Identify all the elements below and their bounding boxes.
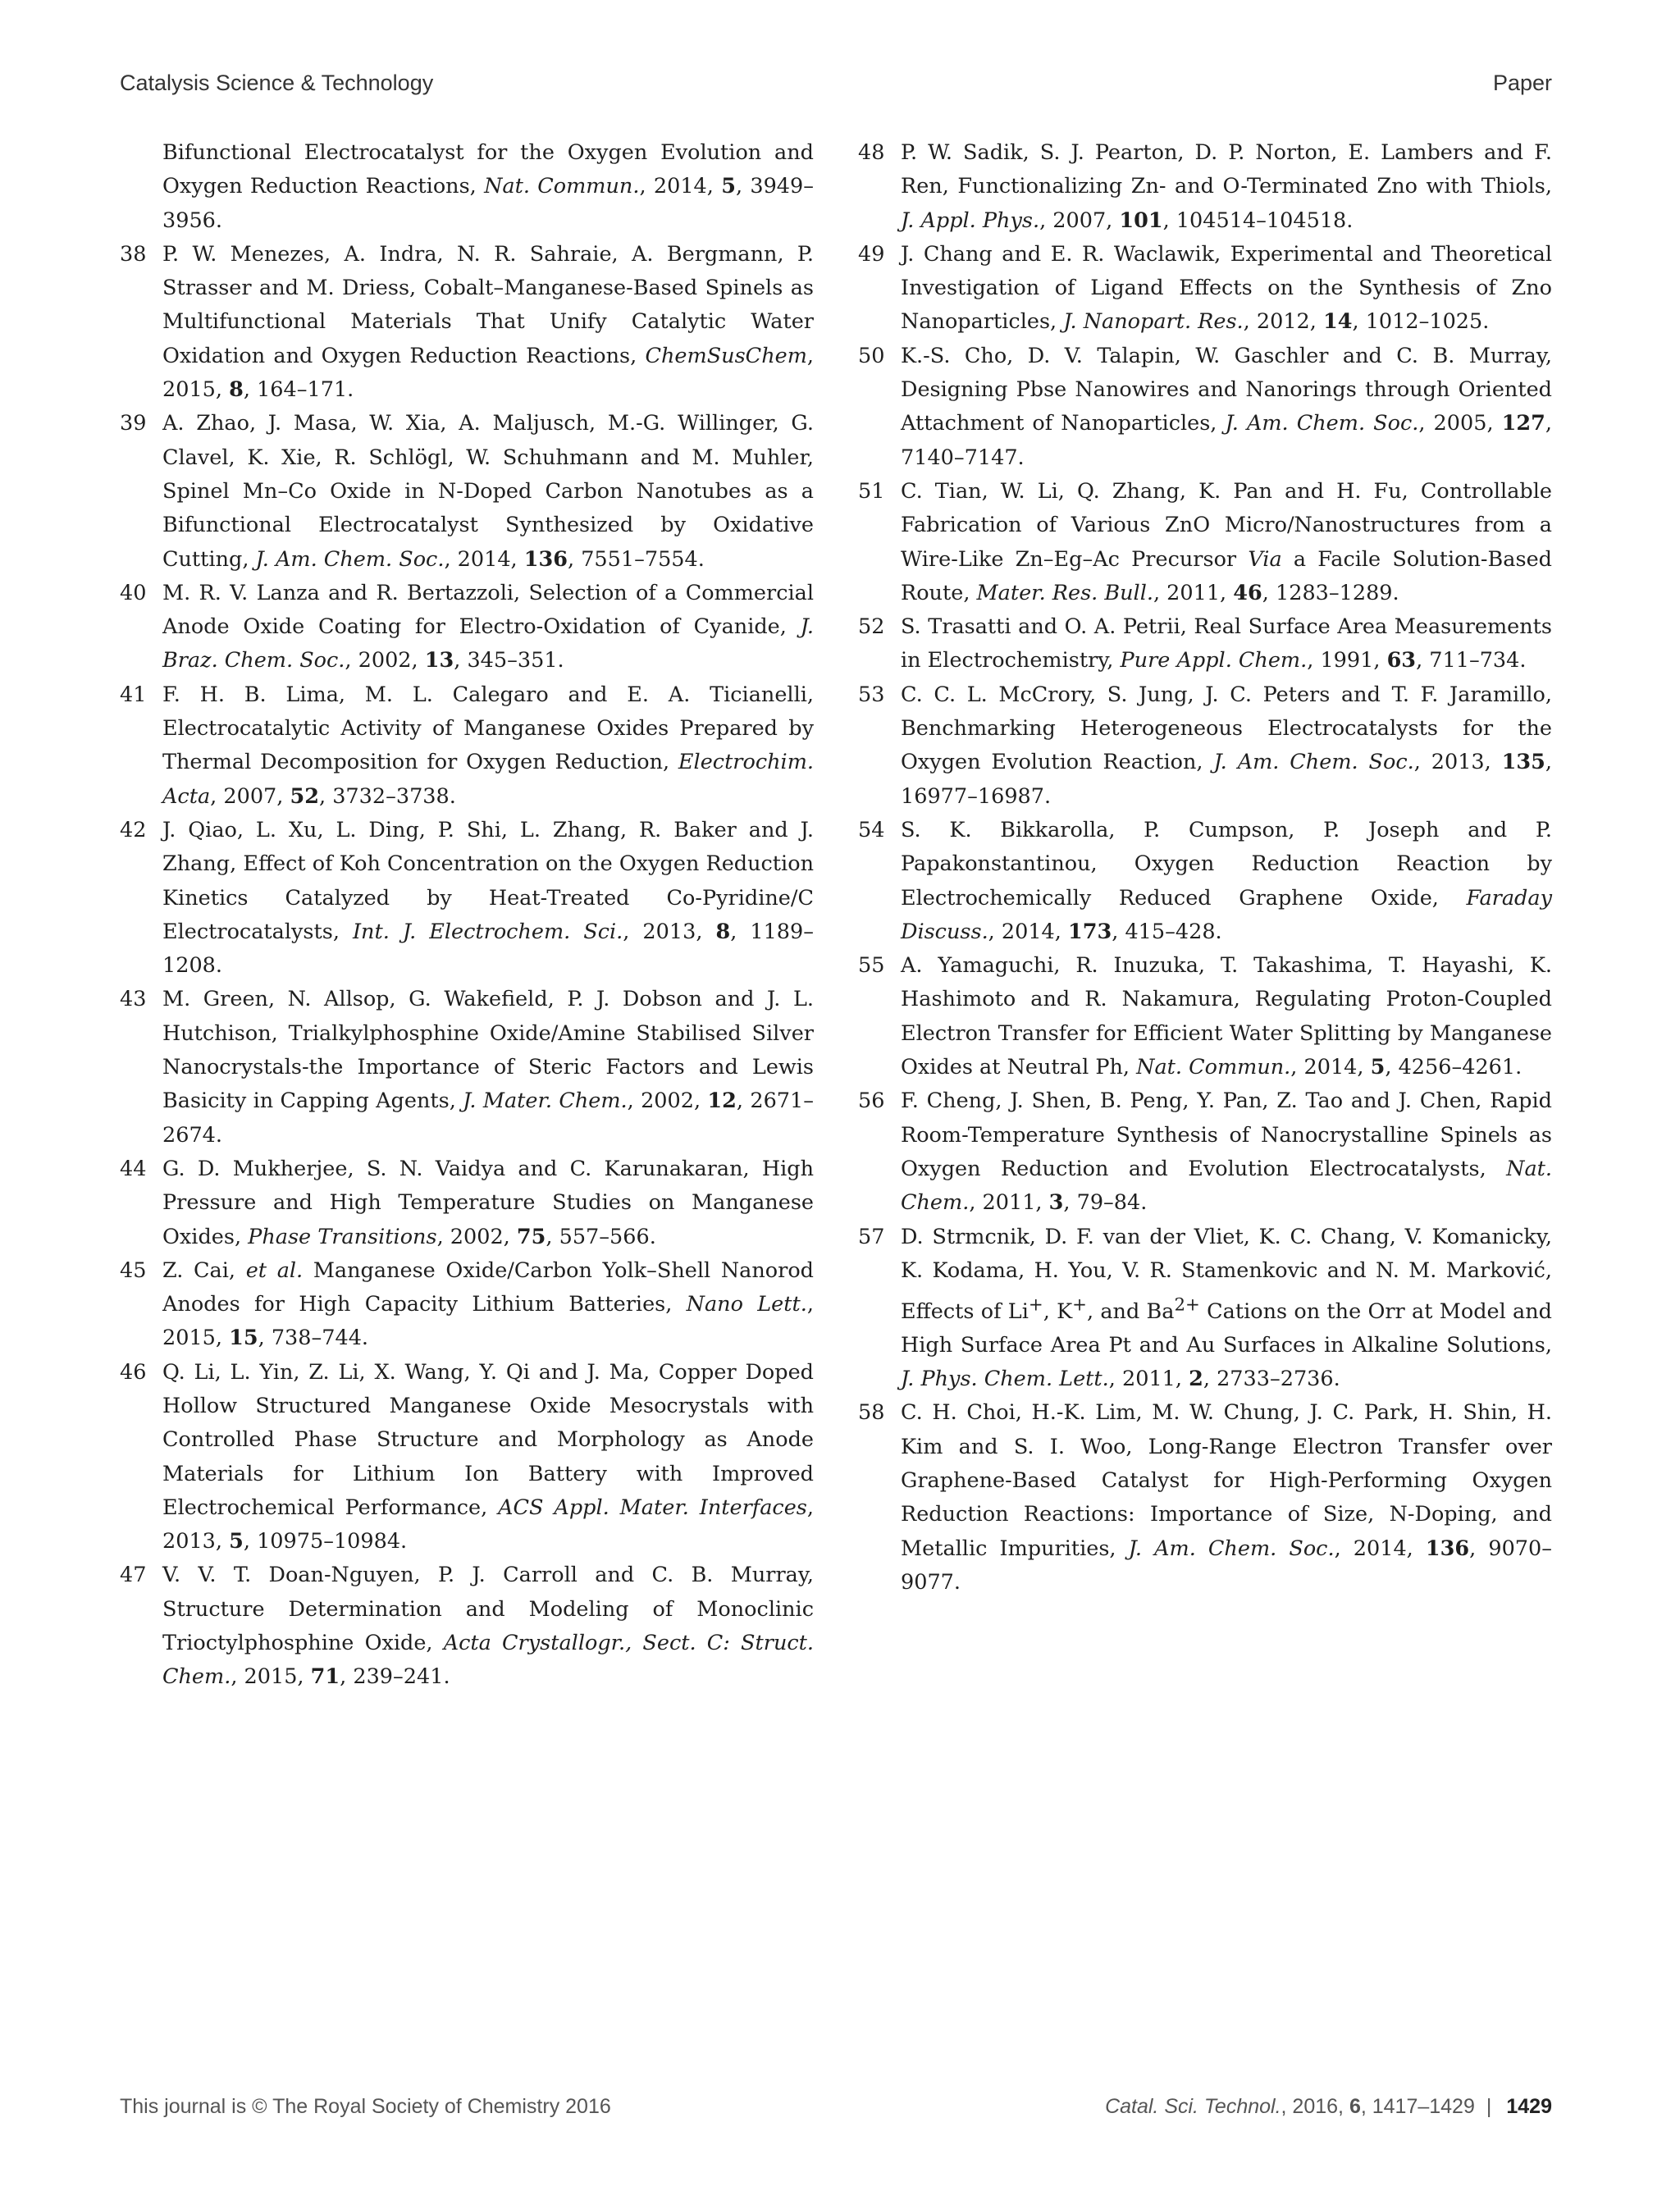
reference-text: C. Tian, W. Li, Q. Zhang, K. Pan and H. Fu, Controllable Fabrication of Various ZnO Micro/Nanostructures from a Wire-Like Zn–Eg–Ac Precursor Via a Facile Solution-Based Route, Mater. Res. Bull., 2011, 46, 1283–1289. [901, 478, 1552, 605]
reference-text: F. H. B. Lima, M. L. Calegaro and E. A. Ticianelli, Electrocatalytic Activity of Manganese Oxides Prepared by Thermal Decomposition for Oxygen Reduction, Electrochim. Acta, 2007, 52, 3732–3738. [162, 682, 814, 809]
journal-name: Catalysis Science & Technology [120, 71, 434, 95]
reference-item [120, 983, 814, 1152]
reference-item [120, 814, 814, 983]
reference-item [120, 136, 814, 238]
reference-number: 45 [120, 1257, 147, 1283]
reference-number: 47 [120, 1563, 147, 1588]
reference-item [858, 136, 1552, 238]
citation-pages: , 1417–1429 [1360, 2095, 1475, 2118]
reference-text: P. W. Sadik, S. J. Pearton, D. P. Norton, E. Lambers and F. Ren, Functionalizing Zn- and O-Terminated Zno with Thiols, J. Appl. Phys., 2007, 101, 104514–104518. [901, 140, 1552, 233]
reference-number: 43 [120, 987, 147, 1012]
reference-item [858, 1396, 1552, 1600]
reference-item [120, 1152, 814, 1254]
reference-text: V. V. T. Doan-Nguyen, P. J. Carroll and C. B. Murray, Structure Determination and Modeling of Monoclinic Trioctylphosphine Oxide, Acta Crystallogr., Sect. C: Struct. Chem., 2015, 71, 239–241. [162, 1563, 815, 1690]
citation-journal: Catal. Sci. Technol. [1105, 2095, 1281, 2118]
reference-text: S. Trasatti and O. A. Petrii, Real Surface Area Measurements in Electrochemistry, Pure Appl. Chem., 1991, 63, 711–734. [901, 614, 1552, 673]
footer-separator: | [1486, 2095, 1492, 2118]
reference-number: 55 [858, 953, 885, 979]
references-column-right [858, 136, 1552, 1600]
citation-line [1105, 2095, 1552, 2119]
reference-item [858, 610, 1552, 678]
reference-text: S. K. Bikkarolla, P. Cumpson, P. Joseph and P. Papakonstantinou, Oxygen Reduction Reaction by Electrochemically Reduced Graphene Oxide, Faraday Discuss., 2014, 173, 415–428. [901, 817, 1552, 944]
section-label: Paper [1492, 71, 1552, 95]
references-column-left [120, 136, 814, 1695]
reference-number: 58 [858, 1400, 885, 1426]
citation-year: , 2016, [1281, 2095, 1349, 2118]
reference-number: 38 [120, 241, 147, 267]
reference-item [120, 1559, 814, 1694]
reference-item [858, 1221, 1552, 1397]
reference-text: M. R. V. Lanza and R. Bertazzoli, Selection of a Commercial Anode Oxide Coating for Electro-Oxidation of Cyanide, J. Braz. Chem. Soc., 2002, 13, 345–351. [162, 580, 814, 673]
reference-text: Q. Li, L. Yin, Z. Li, X. Wang, Y. Qi and J. Ma, Copper Doped Hollow Structured Manganese Oxide Mesocrystals with Controlled Phase Structure and Morphology as Anode Materials for Lithium Ion Battery with Improved Electrochemical Performance, ACS Appl. Mater. Interfaces, 2013, 5, 10975–10984. [162, 1359, 814, 1554]
reference-number: 51 [858, 478, 885, 504]
reference-text: C. H. Choi, H.-K. Lim, M. W. Chung, J. C. Park, H. Shin, H. Kim and S. I. Woo, Long-Range Electron Transfer over Graphene-Based Catalyst for High-Performing Oxygen Reduction Reactions: Importance of Size, N-Doping, and Metallic Impurities, J. Am. Chem. Soc., 2014, 136, 9070–9077. [901, 1400, 1552, 1595]
reference-text: C. C. L. McCrory, S. Jung, J. C. Peters and T. F. Jaramillo, Benchmarking Heterogeneous Electrocatalysts for the Oxygen Evolution Reaction, J. Am. Chem. Soc., 2013, 135, 16977–16987. [901, 682, 1552, 809]
reference-number: 50 [858, 343, 885, 368]
reference-item [858, 475, 1552, 610]
reference-item [858, 238, 1552, 340]
reference-item [120, 1356, 814, 1559]
copyright-notice: This journal is © The Royal Society of Chemistry 2016 [120, 2095, 611, 2118]
reference-item [120, 678, 814, 814]
reference-item [858, 1084, 1552, 1220]
reference-number: 44 [120, 1156, 147, 1181]
reference-text: M. Green, N. Allsop, G. Wakefield, P. J. Dobson and J. L. Hutchison, Trialkylphosphine Oxide/Amine Stabilised Silver Nanocrystals-the Importance of Steric Factors and Lewis Basicity in Capping Agents, J. Mater. Chem., 2002, 12, 2671–2674. [162, 987, 815, 1148]
reference-number: 39 [120, 411, 147, 436]
reference-text: D. Strmcnik, D. F. van der Vliet, K. C. Chang, V. Komanicky, K. Kodama, H. You, V. R. Stamenkovic and N. M. Marković, Effects of Li+, K+, and $Ba^{2+}$ Cations on the Orr at Model and High Surface Area Pt and Au Surfaces in Alkaline Solutions, J. Phys. Chem. Lett., 2011, 2, 2733–2736. [901, 1224, 1552, 1392]
reference-number: 42 [120, 817, 147, 842]
reference-text: K.-S. Cho, D. V. Talapin, W. Gaschler and C. B. Murray, Designing Pbse Nanowires and Nanorings through Oriented Attachment of Nanoparticles, J. Am. Chem. Soc., 2005, 127, 7140–7147. [901, 343, 1552, 470]
reference-text: J. Qiao, L. Xu, L. Ding, P. Shi, L. Zhang, R. Baker and J. Zhang, Effect of Koh Concentration on the Oxygen Reduction Kinetics Catalyzed by Heat-Treated Co-Pyridine/C Electrocatalysts, Int. J. Electrochem. Sci., 2013, 8, 1189–1208. [162, 817, 814, 979]
page-footer [120, 2095, 1552, 2128]
reference-item [858, 949, 1552, 1084]
reference-text: Bifunctional Electrocatalyst for the Oxygen Evolution and Oxygen Reduction Reactions, Nat. Commun., 2014, 5, 3949–3956. [162, 140, 814, 233]
reference-number: 57 [858, 1224, 885, 1249]
reference-text: J. Chang and E. R. Waclawik, Experimental and Theoretical Investigation of Ligand Effects on the Synthesis of Zno Nanoparticles, J. Nanopart. Res., 2012, 14, 1012–1025. [901, 241, 1552, 335]
reference-text: A. Yamaguchi, R. Inuzuka, T. Takashima, T. Hayashi, K. Hashimoto and R. Nakamura, Regulating Proton-Coupled Electron Transfer for Efficient Water Splitting by Manganese Oxides at Neutral Ph, Nat. Commun., 2014, 5, 4256–4261. [901, 953, 1552, 1080]
reference-item [120, 1254, 814, 1356]
page-number: 1429 [1506, 2095, 1552, 2118]
reference-number: 40 [120, 580, 147, 605]
reference-number: 54 [858, 817, 885, 842]
citation-volume: 6 [1349, 2095, 1361, 2118]
reference-text: Z. Cai, et al. Manganese Oxide/Carbon Yolk–Shell Nanorod Anodes for High Capacity Lithium Batteries, Nano Lett., 2015, 15, 738–744. [162, 1257, 814, 1351]
reference-number: 52 [858, 614, 885, 640]
reference-text: G. D. Mukherjee, S. N. Vaidya and C. Karunakaran, High Pressure and High Temperature Studies on Manganese Oxides, Phase Transitions, 2002, 75, 557–566. [162, 1156, 814, 1249]
reference-item [120, 407, 814, 576]
reference-number: 49 [858, 241, 885, 267]
reference-text: A. Zhao, J. Masa, W. Xia, A. Maljusch, M.-G. Willinger, G. Clavel, K. Xie, R. Schlögl, W. Schuhmann and M. Muhler, Spinel Mn–Co Oxide in N-Doped Carbon Nanotubes as a Bifunctional Electrocatalyst Synthesized by Oxidative Cutting, J. Am. Chem. Soc., 2014, 136, 7551–7554. [162, 411, 814, 572]
reference-number: 41 [120, 682, 147, 707]
reference-text: P. W. Menezes, A. Indra, N. R. Sahraie, A. Bergmann, P. Strasser and M. Driess, Cobalt–Manganese-Based Spinels as Multifunctional Materials That Unify Catalytic Water Oxidation and Oxygen Reduction Reactions, ChemSusChem, 2015, 8, 164–171. [162, 241, 814, 403]
reference-number: 46 [120, 1359, 147, 1385]
running-header [120, 71, 1552, 103]
reference-item [858, 678, 1552, 814]
reference-number: 48 [858, 140, 885, 165]
reference-number: 53 [858, 682, 885, 707]
reference-text: F. Cheng, J. Shen, B. Peng, Y. Pan, Z. Tao and J. Chen, Rapid Room-Temperature Synthesis of Nanocrystalline Spinels as Oxygen Reduction and Evolution Electrocatalysts, Nat. Chem., 2011, 3, 79–84. [901, 1089, 1552, 1216]
reference-item [858, 340, 1552, 475]
reference-item [120, 577, 814, 678]
reference-item [120, 238, 814, 407]
reference-item [858, 814, 1552, 949]
reference-number: 56 [858, 1089, 885, 1114]
